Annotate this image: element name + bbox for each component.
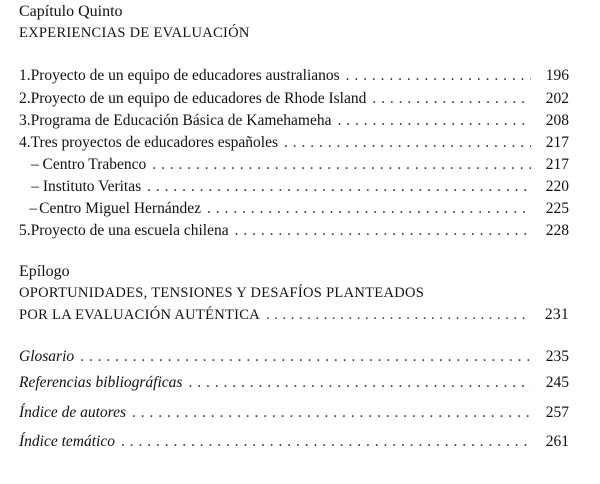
toc-subentry-page: 220 [545,178,569,195]
toc-entry[interactable] [19,222,569,244]
back-matter-page: 261 [545,433,569,450]
toc-subentry-label: Centro Miguel Hernández [39,200,201,217]
dot-leader [207,200,531,218]
back-matter-entry[interactable] [19,374,569,396]
toc-subentry-label: Instituto Veritas [42,178,142,195]
toc-entry-page: 217 [545,134,569,151]
subentry-dash: – [29,200,38,217]
subentry-dash: – [31,178,39,195]
back-matter-entry[interactable] [19,348,569,370]
toc-entry-label: Programa de Educación Básica de Kamehameha [30,112,332,129]
back-matter-page: 245 [545,374,569,391]
toc-entry-number: 4. [19,134,31,151]
chapter-heading [19,3,569,25]
dot-leader [152,156,531,174]
dot-leader [188,374,531,392]
epilogue-page: 231 [544,306,569,323]
back-matter-page: 235 [545,348,569,365]
back-matter-label: Glosario [19,348,75,365]
dot-leader [80,348,531,366]
toc-subentry[interactable] [19,200,569,222]
toc-entry-page: 202 [545,90,569,107]
chapter-title [19,25,569,47]
toc-entry-label: Proyecto de un equipo de educadores australianos [30,67,340,84]
dot-leader [266,307,531,324]
toc-entry-number: 2. [19,90,31,107]
toc-entry-page: 228 [545,222,569,239]
toc-subentry-label: Centro Trabenco [42,156,147,173]
chapter-heading-text: Capítulo Quinto [19,3,123,20]
back-matter-label: Referencias bibliográficas [19,374,183,391]
toc-entry[interactable] [19,67,569,89]
dot-leader [147,178,531,196]
toc-entry-number: 1. [19,67,31,84]
chapter-title-text: EXPERIENCIAS DE EVALUACIÓN [19,25,250,41]
epilogue-title-text: POR LA EVALUACIÓN AUTÉNTICA [19,307,261,323]
subentry-dash: – [31,156,39,173]
epilogue-title-line2[interactable] [19,306,569,328]
toc-subentry-page: 225 [545,200,569,217]
back-matter-entry[interactable] [19,433,569,455]
dot-leader [372,90,531,108]
toc-entry[interactable] [19,112,569,134]
epilogue-title-text: OPORTUNIDADES, TENSIONES Y DESAFÍOS PLANTEADOS [19,285,425,301]
toc-subentry[interactable] [19,156,569,178]
toc-entry-number: 3. [19,112,31,129]
dot-leader [132,404,531,422]
toc-entry[interactable] [19,134,569,156]
epilogue-title-line1[interactable] [19,285,569,307]
epilogue-heading [19,263,569,285]
toc-subentry-page: 217 [545,156,569,173]
toc-entry-page: 196 [545,67,569,84]
back-matter-label: Índice de autores [19,404,127,421]
toc-entry-page: 208 [545,112,569,129]
back-matter-label: Índice temático [19,433,115,450]
epilogue-heading-text: Epílogo [19,263,70,280]
toc-entry[interactable] [19,90,569,112]
back-matter-entry[interactable] [19,404,569,426]
back-matter-page: 257 [545,404,569,421]
dot-leader [337,112,531,130]
dot-leader [346,67,531,85]
toc-entry-label: Proyecto de un equipo de educadores de Rhode Island [30,90,367,107]
dot-leader [121,433,531,451]
toc-entry-number: 5. [19,222,31,239]
toc-entry-label: Tres proyectos de educadores españoles [30,134,278,151]
dot-leader [284,134,531,152]
dot-leader [235,222,531,240]
toc-subentry[interactable] [19,178,569,200]
toc-entry-label: Proyecto de una escuela chilena [30,222,229,239]
